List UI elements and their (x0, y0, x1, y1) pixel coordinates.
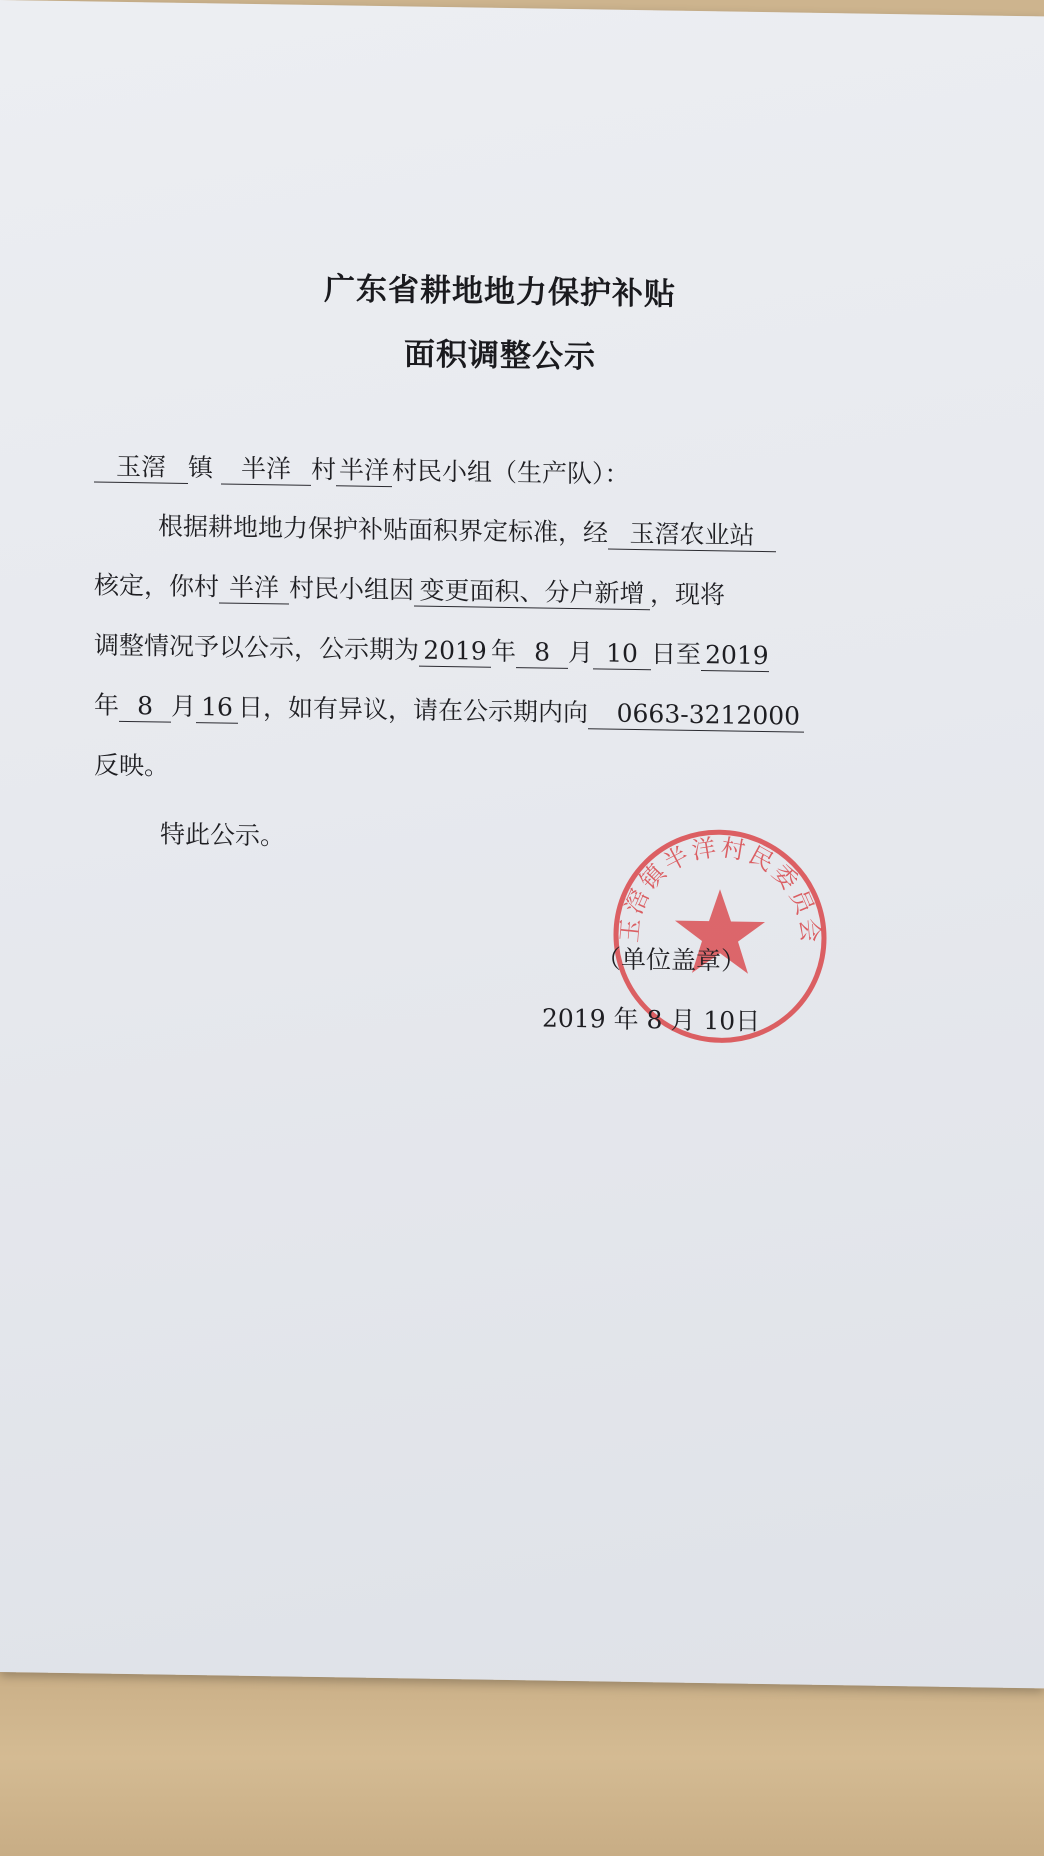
end-year: 2019 (701, 640, 769, 672)
notice-title-line2: 面积调整公示 (404, 336, 596, 376)
group-name: 半洋 (336, 455, 392, 487)
body-line-1: 根据耕地地力保护补贴面积界定标准，经 玉滘农业站 (158, 509, 776, 553)
adjust-reason: 变更面积、分户新增 (414, 576, 650, 611)
body-line-5: 反映。 (94, 750, 170, 781)
seal-text: 玉滘镇半洋村民委员会 (615, 833, 825, 947)
salutation: 玉滘 镇 半洋 村 半洋 村民小组（生产队）： (94, 449, 630, 491)
body-line-3: 调整情况予以公示，公示期为 2019 年 8 月 10 日至 2019 (94, 628, 769, 673)
start-year: 2019 (419, 636, 491, 668)
seal-label: （单位盖章） (596, 944, 747, 976)
closing-text: 特此公示。 (160, 819, 286, 851)
notice-title-line1: 广东省耕地地力保护补贴 (324, 271, 676, 313)
signature-date: 2019 年 8 月 10日 (542, 1003, 761, 1036)
village-name-body: 半洋 (219, 572, 289, 604)
village-name: 半洋 (221, 453, 311, 485)
start-day: 10 (593, 638, 651, 670)
end-month: 8 (119, 691, 171, 723)
body-line-2: 核定，你村 半洋 村民小组因 变更面积、分户新增 ，现将 (94, 570, 726, 610)
contact-phone: 0663-3212000 (588, 698, 804, 732)
town-name: 玉滘 (94, 451, 188, 483)
body-line-4: 年 8 月 16 日，如有异议，请在公示期内向 0663-3212000 (94, 688, 804, 733)
end-day: 16 (196, 692, 238, 724)
desk-surface (0, 1660, 1044, 1856)
start-month: 8 (516, 637, 568, 669)
agency-name: 玉滘农业站 (608, 519, 776, 553)
